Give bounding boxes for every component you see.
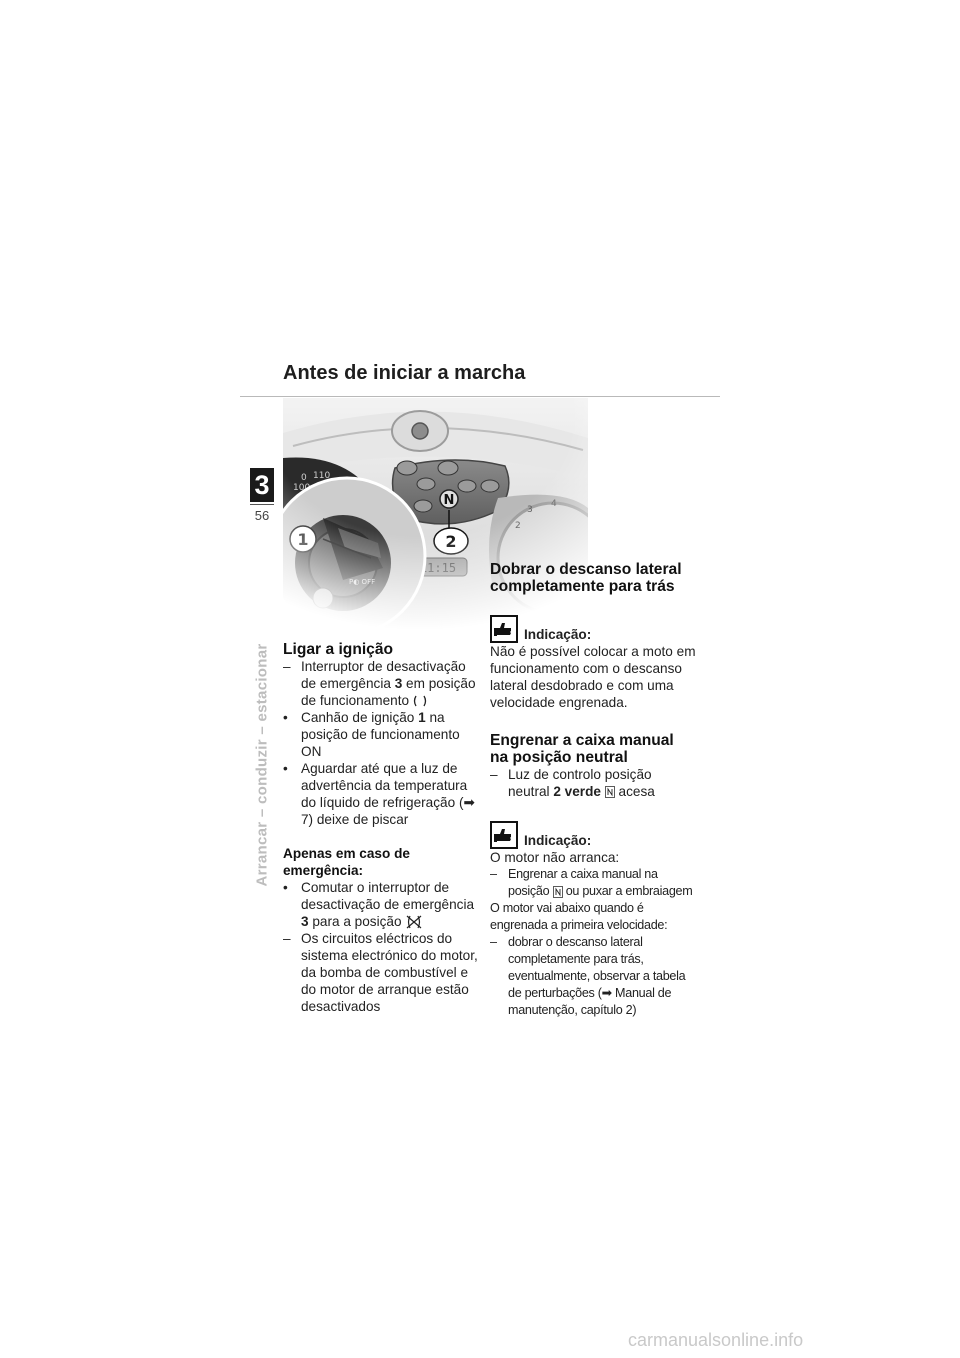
note-box — [490, 821, 696, 849]
note-label: Indicação: — [524, 627, 592, 642]
section-neutral: Engrenar a caixa manual na posição neutral — [490, 732, 674, 766]
section-emergency: Apenas em caso de emergência: — [283, 846, 410, 878]
list-marker: – — [490, 935, 497, 949]
left-column — [283, 641, 483, 1015]
list-item: – dobrar o descanso lateral completamente para trás, eventualmente, observar a tabela de perturbações (➡ Manual de manutenção, capítulo 2) — [490, 935, 686, 1017]
list-marker: – — [490, 867, 497, 881]
run-position-icon — [413, 694, 427, 708]
list-marker: • — [283, 880, 288, 895]
neutral-icon — [553, 886, 563, 898]
chapter-tab-divider — [250, 504, 274, 505]
list-marker: – — [283, 931, 291, 947]
note-hand-icon — [490, 615, 518, 643]
note-text: Não é possível colocar a moto em funcionamento com o descanso lateral desdobrado e com uma velocidade engrenada. — [490, 644, 696, 710]
list-item: – Luz de controlo posição neutral 2 verde acesa — [490, 767, 655, 799]
note-text: O motor vai abaixo quando é engrenada a primeira velocidade: — [490, 901, 668, 932]
note-box — [490, 615, 696, 643]
side-chapter-label: Arrancar – conduzir – estacionar — [253, 643, 271, 887]
list-marker: • — [283, 710, 288, 725]
page-title: Antes de iniciar a marcha — [283, 362, 526, 384]
list-item: – Os circuitos eléctricos do sistema electrónico do motor, da bomba de combustível e do motor de arranque estão desactivados — [283, 931, 478, 1015]
list-item: – Interruptor de desactivação de emergência 3 em posição de funcionamento — [283, 659, 476, 708]
section-descanso: Dobrar o descanso lateral completamente para trás — [490, 561, 682, 595]
chapter-tab: 3 — [250, 468, 274, 502]
emergency-off-icon — [405, 914, 423, 930]
list-item: • Aguardar até que a luz de advertência da temperatura do líquido de refrigeração (➡ 7) deixe de piscar — [283, 761, 475, 827]
page-number: 56 — [254, 508, 270, 523]
right-column — [490, 561, 696, 1019]
list-marker: • — [283, 761, 288, 776]
note-hand-icon — [490, 821, 518, 849]
list-item: – Engrenar a caixa manual na posição ou puxar a embraiagem — [490, 867, 693, 898]
note-label: Indicação: — [524, 833, 592, 848]
list-marker: – — [490, 767, 498, 782]
watermark: carmanualsonline.info — [628, 1330, 804, 1350]
title-divider — [240, 396, 720, 397]
list-item: • Canhão de ignição 1 na posição de funcionamento ON — [283, 710, 460, 759]
list-marker: – — [283, 659, 291, 674]
section-ligar-ignicao: Ligar a ignição — [283, 641, 394, 658]
list-item: • Comutar o interruptor de desactivação de emergência 3 para a posição — [283, 880, 475, 929]
neutral-light-icon — [605, 786, 615, 798]
note-text: O motor não arranca: — [490, 850, 620, 865]
